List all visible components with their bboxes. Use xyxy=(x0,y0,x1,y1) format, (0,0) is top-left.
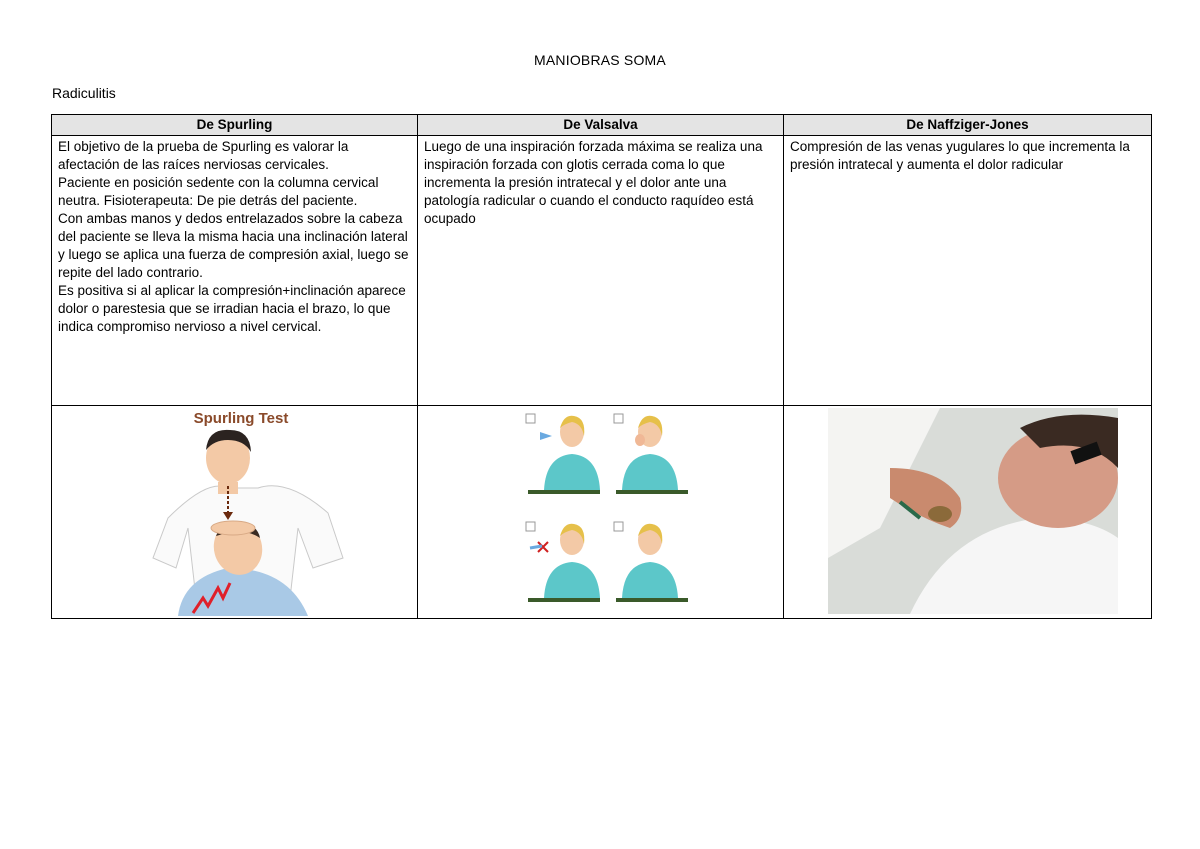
examiner-hands xyxy=(211,521,255,535)
spurling-caption: Spurling Test xyxy=(193,410,289,427)
naffziger-image-cell xyxy=(784,406,1152,619)
maneuvers-table xyxy=(51,114,1152,619)
naffziger-text: Compresión de las venas yugulares lo que incrementa la presión intratecal y aumenta el dolor radicular xyxy=(790,139,1130,172)
valsalva-text: Luego de una inspiración forzada máxima se realiza una inspiración forzada con glotis cerrada coma lo que incrementa la presión intratecal y el dolor ante una patología radicular o cuando el conducto raquídeo está ocupado xyxy=(424,139,763,226)
spurling-paragraph: El objetivo de la prueba de Spurling es valorar la afectación de las raíces nerviosas cervicales. xyxy=(58,139,349,172)
header-naffziger: De Naffziger-Jones xyxy=(784,115,1152,136)
table-header-row xyxy=(52,115,1152,136)
valsalva-image-cell xyxy=(418,406,784,619)
spurling-description xyxy=(52,136,418,406)
naffziger-photo xyxy=(790,408,1158,616)
image-row xyxy=(52,406,1152,619)
valsalva-illustration xyxy=(424,408,790,616)
header-spurling: De Spurling xyxy=(52,115,418,136)
header-valsalva: De Valsalva xyxy=(418,115,784,136)
spurling-text xyxy=(58,138,411,336)
valsalva-description xyxy=(418,136,784,406)
valsalva-panel-2 xyxy=(614,414,688,494)
section-label: Radiculitis xyxy=(52,85,116,101)
spurling-image-cell xyxy=(52,406,418,619)
valsalva-panel-3 xyxy=(526,522,600,602)
ring xyxy=(928,506,952,522)
spurling-illustration xyxy=(58,408,424,616)
document-title: MANIOBRAS SOMA xyxy=(534,52,666,68)
spurling-paragraph: Es positiva si al aplicar la compresión+inclinación aparece dolor o parestesia que se irradian hacia el brazo, lo que indica compromiso nervioso a nivel cervical. xyxy=(58,283,406,334)
spurling-paragraph: Paciente en posición sedente con la columna cervical neutra. Fisioterapeuta: De pie detrás del paciente. xyxy=(58,175,379,208)
description-row xyxy=(52,136,1152,406)
naffziger-description xyxy=(784,136,1152,406)
spurling-paragraph: Con ambas manos y dedos entrelazados sobre la cabeza del paciente se lleva la misma hacia una inclinación lateral y luego se aplica una fuerza de compresión axial, luego se repite del lado contrario. xyxy=(58,211,409,280)
valsalva-panel-1 xyxy=(526,414,600,494)
valsalva-panel-4 xyxy=(614,522,688,602)
